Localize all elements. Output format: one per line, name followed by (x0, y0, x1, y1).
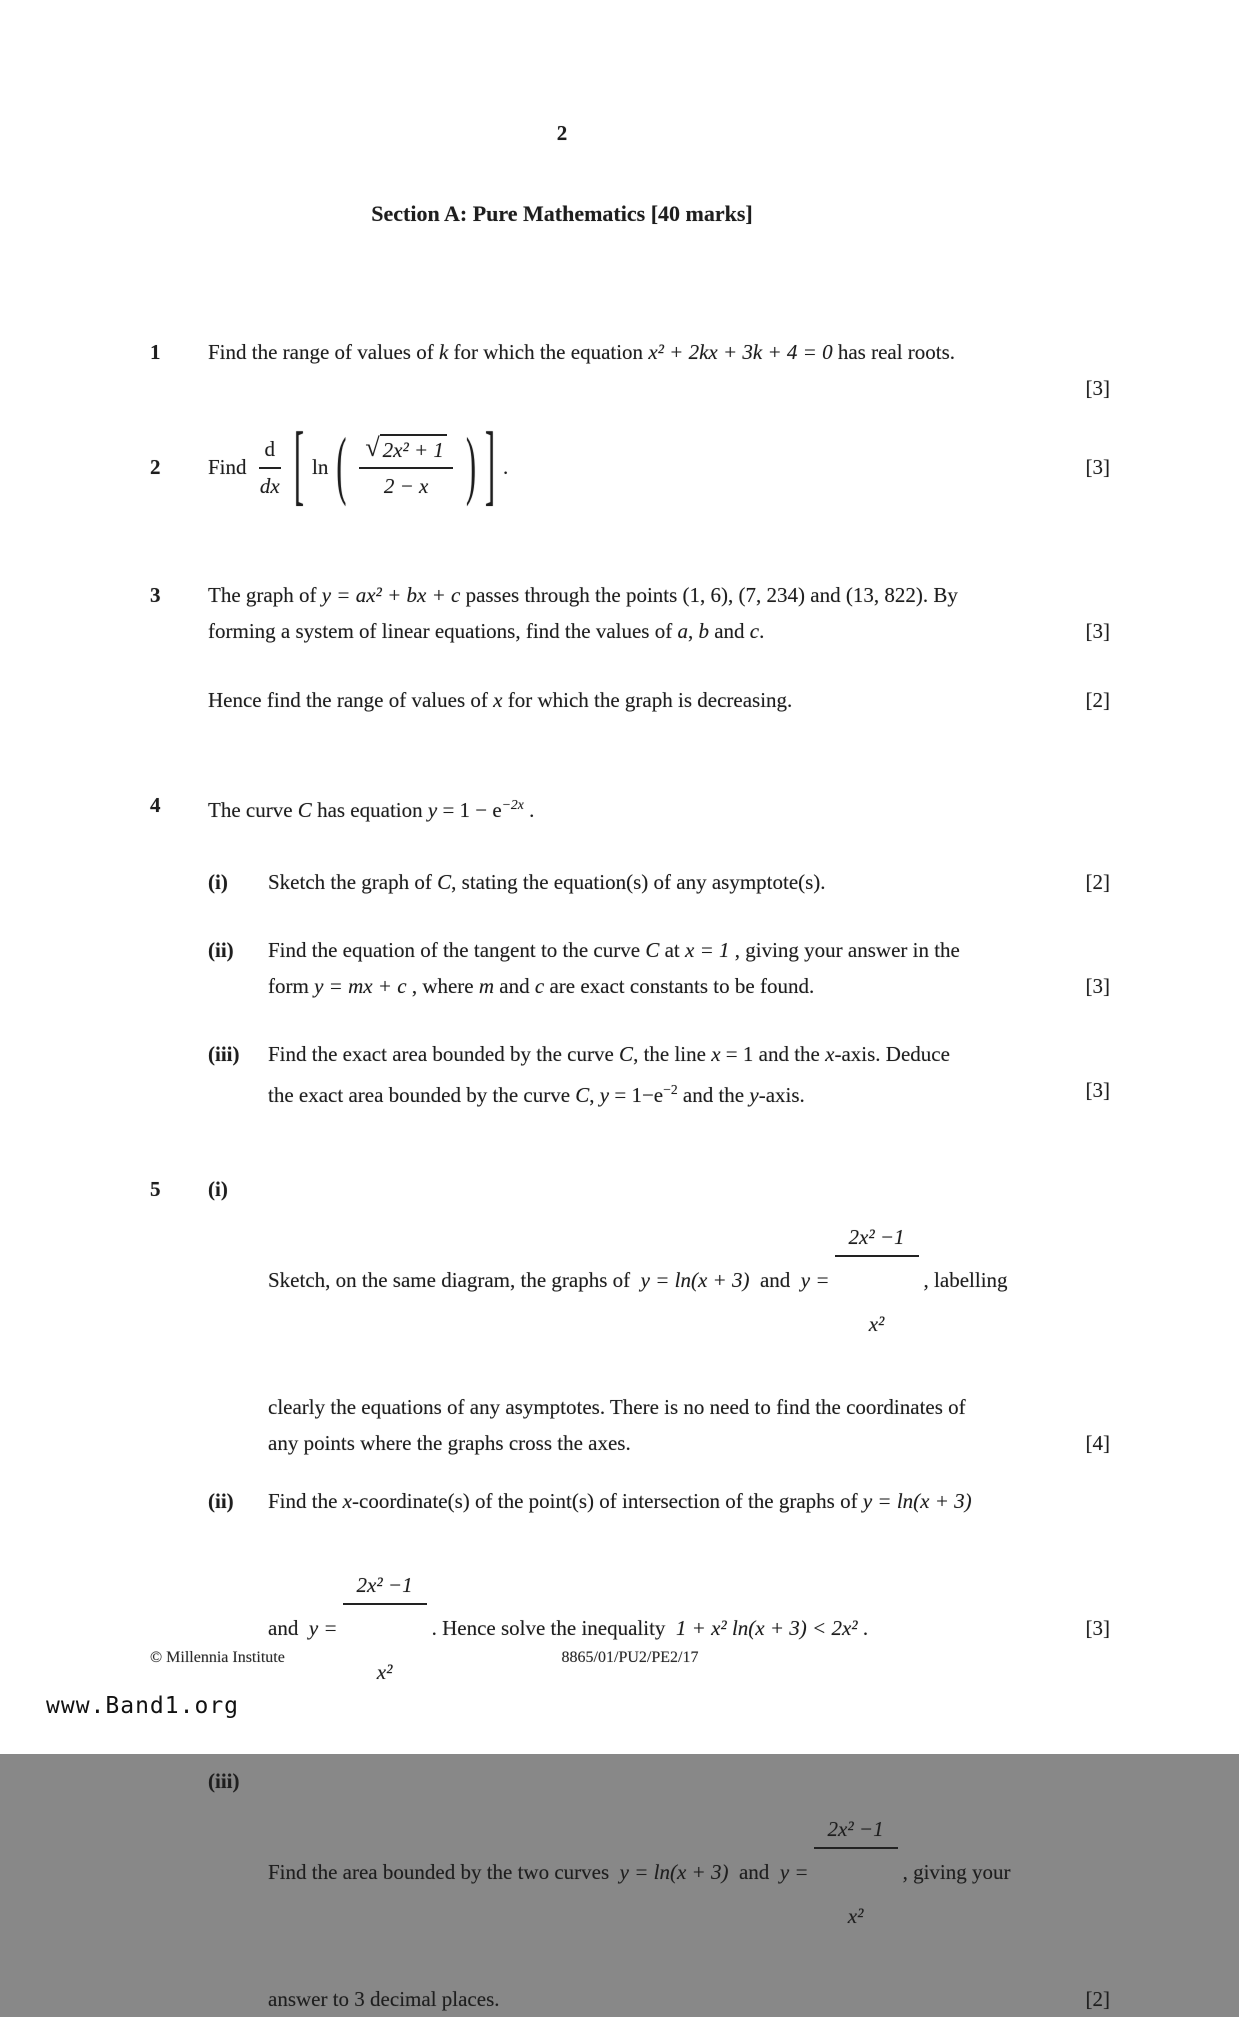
part-body (268, 1483, 1110, 1737)
part-text-segments: form y = mx + c , where m and c are exact constants to be found. (268, 974, 815, 998)
part-text-line3 (268, 1425, 1110, 1461)
question-3-text-line2 (208, 613, 1110, 649)
part-text-line2: clearly the equations of any asymptotes. There is no need to find the coordinates of (268, 1395, 966, 1419)
section-title: Section A: Pure Mathematics [40 marks] (371, 201, 753, 226)
question-5-body (208, 1171, 1110, 2017)
marks-badge: [3] (1085, 974, 1110, 998)
part-text-line2 (268, 1519, 1110, 1737)
math-fraction (835, 1171, 919, 1389)
question-1-text: Find the range of values of k for which the equation x² + 2kx + 3k + 4 = 0 has real roots. (208, 340, 956, 364)
part-body (268, 1763, 1110, 2017)
part-text-segments: and y = (268, 1616, 338, 1640)
marks-badge: [3] (1085, 619, 1110, 643)
marks-badge: [3] (1085, 1078, 1110, 1102)
part-text-line1: Find the exact area bounded by the curve C, the line x = 1 and the x-axis. Deduce (268, 1042, 950, 1066)
radical-sign: √ (365, 433, 380, 462)
marks-badge: [2] (1085, 870, 1110, 894)
fraction-numerator: d (259, 433, 282, 469)
radicand: 2x² + 1 (380, 434, 447, 464)
fraction-denominator: 2 − x (383, 474, 429, 498)
ln-label: ln (312, 454, 329, 479)
fraction-denominator: x² (847, 1904, 864, 1928)
part-text (268, 864, 1110, 900)
find-label: Find (208, 454, 247, 479)
part-text-segments: , giving your (902, 1860, 1011, 1884)
question-3-body (208, 577, 1110, 718)
part-text-segments: Find the area bounded by the two curves y = ln(x + 3) and y = (268, 1860, 809, 1884)
question-4-part-i (208, 864, 1110, 900)
bracket-left: [ (294, 416, 305, 515)
part-label: (ii) (208, 938, 234, 962)
part-label: (i) (208, 870, 228, 894)
fraction-denominator: x² (868, 1312, 885, 1336)
marks-badge: [3] (1085, 376, 1110, 400)
part-text-segments: any points where the graphs cross the axes. (268, 1431, 631, 1455)
question-4-part-ii (208, 932, 1110, 1004)
part-text-line2 (268, 1072, 1110, 1113)
derivative-fraction (259, 433, 282, 501)
part-text-segments: Sketch, on the same diagram, the graphs of y = ln(x + 3) and y = (268, 1268, 830, 1292)
part-text-segments: the exact area bounded by the curve C, $y = 1-e^{-2}$ and the y-axis. (268, 1082, 805, 1107)
question-4-intro: The curve C has equation $y = 1 - e^{-2x}$ . (208, 797, 535, 822)
part-text-line1: Find the x-coordinate(s) of the point(s) of intersection of the graphs of y = ln(x + 3) (268, 1489, 972, 1513)
question-2 (150, 412, 1110, 522)
fraction-numerator: 2x² −1 (814, 1813, 898, 1849)
question-1 (150, 334, 1110, 400)
question-3-text: forming a system of linear equations, find the values of a, b and c. (208, 619, 765, 643)
fraction-numerator: 2x² −1 (343, 1569, 427, 1605)
fraction-denominator: dx (259, 474, 280, 498)
question-5-part-iii (208, 1763, 1110, 2017)
bracket-right: ] (484, 416, 495, 515)
part-body (268, 864, 1110, 900)
page-footer (150, 1645, 1110, 1671)
marks-badge: [4] (1085, 1431, 1110, 1455)
question-3-hence-text: Hence find the range of values of x for which the graph is decreasing. (208, 688, 793, 712)
question-5-number: 5 (150, 1177, 161, 1201)
marks-badge: [3] (1085, 1616, 1110, 1640)
fraction-numerator: 2x² −1 (835, 1221, 919, 1257)
part-text-segments: answer to 3 decimal places. (268, 1987, 500, 2011)
footer-copyright: © Millennia Institute (150, 1649, 285, 1666)
period: . (502, 454, 509, 479)
part-text-line1 (268, 1171, 1110, 1389)
part-body (268, 1171, 1110, 1461)
question-1-body (208, 334, 1110, 400)
inner-fraction (359, 433, 453, 501)
part-text-segments: Sketch the graph of C, stating the equation(s) of any asymptote(s). (268, 870, 826, 894)
question-3-text-line1: The graph of y = ax² + bx + c passes through the points (1, 6), (7, 234) and (13, 822). By (208, 583, 958, 607)
part-text-line2 (268, 1981, 1110, 2017)
part-text-segments: , labelling (923, 1268, 1008, 1292)
marks-badge: [2] (1085, 1987, 1110, 2011)
question-5 (150, 1171, 1110, 2017)
footer-paper-code: 8865/01/PU2/PE2/17 (561, 1649, 699, 1666)
fraction-denominator: x² (376, 1660, 393, 1684)
question-4 (150, 787, 1110, 1113)
part-text-line1 (268, 1763, 1110, 1981)
part-text-line1: Find the equation of the tangent to the curve C at x = 1 , giving your answer in the (268, 938, 960, 962)
question-4-body (208, 787, 1110, 1113)
paren-right: ) (465, 423, 476, 508)
question-3 (150, 577, 1110, 718)
part-text-segments: . Hence solve the inequality 1 + x² ln(x + 3) < 2x² . (431, 1616, 869, 1640)
question-2-formula (208, 412, 1110, 522)
part-text-line2 (268, 968, 1110, 1004)
part-label: (iii) (208, 1769, 240, 1793)
question-4-number: 4 (150, 793, 161, 817)
marks-badge: [2] (1085, 688, 1110, 712)
fraction-numerator (359, 433, 453, 469)
question-4-part-iii (208, 1036, 1110, 1113)
part-label: (ii) (208, 1489, 234, 1513)
part-label: (iii) (208, 1042, 240, 1066)
marks-badge: [3] (1085, 455, 1110, 479)
paren-left: ( (336, 423, 347, 508)
part-label: (i) (208, 1177, 228, 1201)
part-body (268, 932, 1110, 1004)
question-5-part-i (208, 1171, 1110, 1461)
page-header (0, 0, 1124, 232)
question-2-body (208, 412, 1110, 522)
page-content (150, 334, 1110, 2017)
math-fraction (814, 1763, 898, 1981)
question-3-number: 3 (150, 583, 161, 607)
question-1-number: 1 (150, 340, 161, 364)
part-body (268, 1036, 1110, 1113)
question-5-part-ii (208, 1483, 1110, 1737)
page-number: 2 (556, 121, 568, 145)
math-fraction (343, 1519, 427, 1737)
question-3-hence-line (208, 682, 1110, 718)
question-2-number: 2 (150, 455, 161, 479)
watermark-url: www.Band1.org (46, 1693, 240, 1719)
square-root (365, 434, 447, 464)
